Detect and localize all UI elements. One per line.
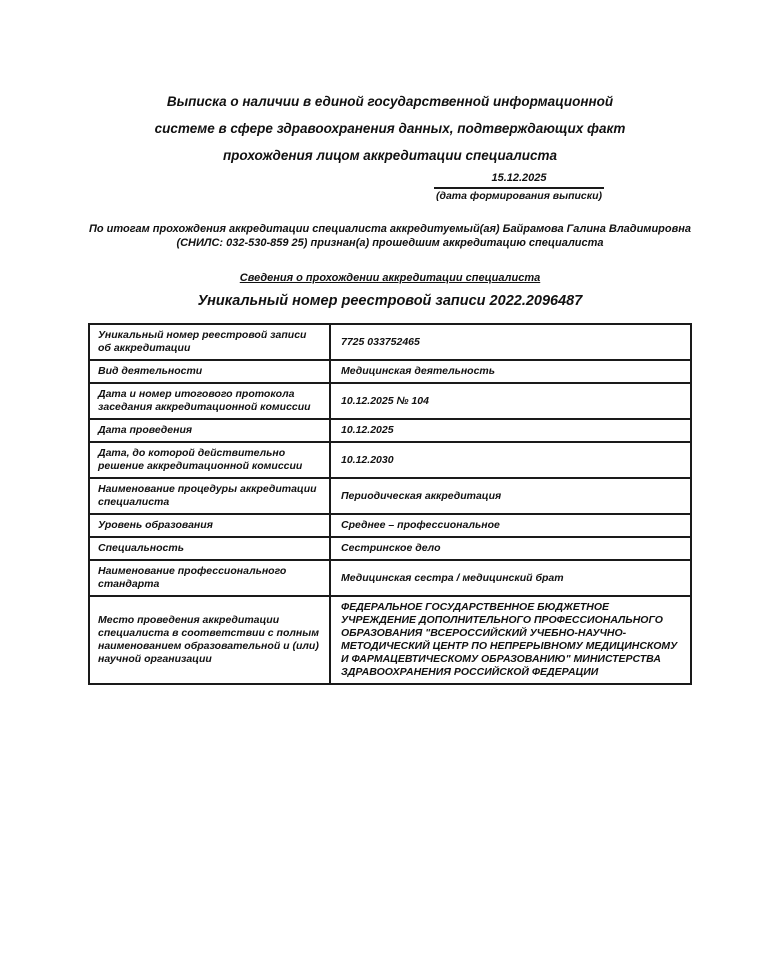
table-row [89, 360, 691, 383]
row-label: Вид деятельности [89, 360, 330, 383]
registry-record-heading: Уникальный номер реестровой записи 2022.2096487 [197, 293, 583, 309]
table-row [89, 478, 691, 514]
issue-date-caption: (дата формирования выписки) [435, 190, 603, 202]
accreditation-table-body [89, 324, 691, 684]
table-row [89, 419, 691, 442]
issue-date-block [434, 172, 604, 203]
row-value: 7725 033752465 [330, 324, 691, 360]
row-label: Дата проведения [89, 419, 330, 442]
row-label: Уровень образования [89, 514, 330, 537]
accreditation-table [88, 323, 692, 685]
row-label: Наименование профессионального стандарта [89, 560, 330, 596]
row-label: Уникальный номер реестровой записи об аккредитации [89, 324, 330, 360]
row-value: 10.12.2030 [330, 442, 691, 478]
row-value: ФЕДЕРАЛЬНОЕ ГОСУДАРСТВЕННОЕ БЮДЖЕТНОЕ УЧРЕЖДЕНИЕ ДОПОЛНИТЕЛЬНОГО ПРОФЕССИОНАЛЬНОГО ОБРАЗОВАНИЯ "ВСЕРОССИЙСКИЙ УЧЕБНО-НАУЧНО-МЕТОДИЧЕСКИЙ ЦЕНТР ПО НЕПРЕРЫВНОМУ МЕДИЦИНСКОМУ И ФАРМАЦЕВТИЧЕСКОМУ ОБРАЗОВАНИЮ" МИНИСТЕРСТВА ЗДРАВООХРАНЕНИЯ РОССИЙСКОЙ ФЕДЕРАЦИИ [330, 596, 691, 684]
issue-date-value: 15.12.2025 [434, 172, 604, 189]
table-row [89, 514, 691, 537]
section-heading: Сведения о прохождении аккредитации специалиста [239, 272, 541, 284]
row-value: Медицинская деятельность [330, 360, 691, 383]
row-value: 10.12.2025 № 104 [330, 383, 691, 419]
table-row [89, 324, 691, 360]
table-row [89, 537, 691, 560]
intro-paragraph: По итогам прохождения аккредитации специалиста аккредитуемый(ая) Байрамова Галина Владимировна (СНИЛС: 032-530-859 25) признан(а) прошедшим аккредитацию специалиста [88, 223, 692, 249]
row-value: Периодическая аккредитация [330, 478, 691, 514]
row-value: Медицинская сестра / медицинский брат [330, 560, 691, 596]
table-row [89, 442, 691, 478]
table-row [89, 560, 691, 596]
table-row [89, 596, 691, 684]
row-label: Специальность [89, 537, 330, 560]
row-label: Место проведения аккредитации специалиста в соответствии с полным наименованием образовательной и (или) научной организации [89, 596, 330, 684]
row-label: Дата и номер итогового протокола заседания аккредитационной комиссии [89, 383, 330, 419]
document-title: Выписка о наличии в единой государственной информационной системе в сфере здравоохранения данных, подтверждающих факт прохождения лицом аккредитации специалиста [154, 94, 626, 163]
row-value: Сестринское дело [330, 537, 691, 560]
row-label: Дата, до которой действительно решение аккредитационной комиссии [89, 442, 330, 478]
row-label: Наименование процедуры аккредитации специалиста [89, 478, 330, 514]
row-value: Среднее – профессиональное [330, 514, 691, 537]
row-value: 10.12.2025 [330, 419, 691, 442]
table-row [89, 383, 691, 419]
document-page [0, 88, 780, 978]
